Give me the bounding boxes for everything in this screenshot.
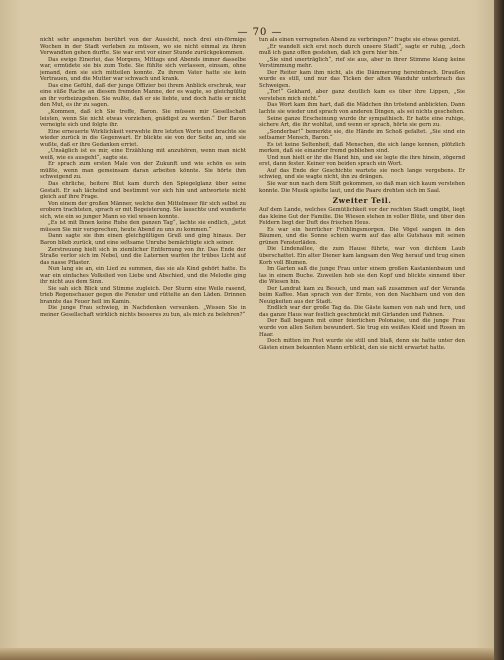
paragraph: „Sie sind unerträglich“, rief sie aus, aber in ihrer Stimme klang keine Verstimmung mehr. <box>259 56 465 70</box>
paragraph: Von einem der großen Männer, welche den Mittelmeer für sich selbst zu erobern trachteten, sprach er mit Begeisterung. Sie lauschte und wunderte sich, wie ein so junger Mann so viel wissen konnte. <box>40 200 246 220</box>
paragraph: Auf dem Lande, welches Gemütlichkeit vor der rechten Stadt umgibt, liegt das kleine Gut der Familie. Die Wiesen stehen in voller Blüte, und über den Feldern liegt der Duft des frischen Heus. <box>259 207 465 227</box>
paragraph: Der Reiter kam ihm nicht, als die Dämmerung hereinbrach. Draußen wurde es still, und nur das Ticken der alten Wanduhr unterbrach das Schweigen. <box>259 69 465 89</box>
paragraph: tun als einen verregneten Abend zu verbringen?“ fragte sie etwas gereizt. <box>259 37 461 43</box>
paragraph: „Sonderbar!“ bemerkte sie, die Hände im Schoß gefaltet. „Sie sind ein seltsamer Mensch, Baron.“ <box>259 128 465 142</box>
paragraph: „Es ist mit Ihnen keine Ruhe den ganzen Tag“, lachte sie endlich, „jetzt müssen Sie mir versprechen, heute Abend zu uns zu kommen.“ <box>40 220 246 233</box>
paragraph: Doch mitten im Fest wurde sie still und blaß, denn sie hatte unter den Gästen einen bekannten Mann erblickt, den sie nicht erwartet hatte. <box>259 338 465 351</box>
paragraph: „Er wandelt sich erst noch durch unsere Stadt“, sagte er ruhig, „doch muß ich ganz offen gestehen, daß ich gern hier bin.“ <box>259 43 465 57</box>
left-column <box>40 37 246 637</box>
page-number: — 70 — <box>237 27 283 38</box>
paragraph: Eine erneuerte Wirklichkeit verwehte ihre letzten Worte und brachte sie wieder zurück in die Gegenwart. Er blickte sie von der Seite an, und sie wußte, daß er ihre Gedanken erriet. <box>40 128 246 148</box>
paragraph: Sie sah sich Blick und Stimme zugleich. Der Sturm eine Weile rasend, trieb Regenschauer gegen die Fenster und rüttelte an den Läden. Drinnen brannte das Feuer hell im Kamin. <box>40 285 246 305</box>
paragraph: Das ehrliche, heitere Blut kam durch den Spiegelglanz über seine Gestalt. Er sah lächelnd und bestimmt vor sich hin und antwortete nicht gleich auf ihre Frage. <box>40 181 246 201</box>
paragraph: Auf das Ende der Geschichte wartete sie noch lange vergebens. Er schwieg, und sie wagte nicht, ihn zu drängen. <box>259 167 465 181</box>
paragraph: Sie war nun nach dem Stift gekommen, so daß man sich kaum verstehen konnte. Die Musik spielte laut, und die Paare drehten sich im Saal. <box>259 181 465 194</box>
paragraph: Die Lindenallee, die zum Hause führte, war von dichtem Laub überschattet. Ein alter Diener kam langsam den Weg herauf und trug einen Korb voll Blumen. <box>259 246 465 266</box>
paragraph: „Unsäglich ist es mir, eine Erzählung mit anzuhören, wenn man nicht weiß, wie es ausgeht“, sagte sie. <box>40 148 246 161</box>
paragraph: Die junge Frau schwieg, in Nachdenken versunken. „Wissen Sie in meiner Gesellschaft wirklich nichts besseres zu tun, als mich zu belehren?“ <box>40 305 246 318</box>
paragraph: Das Wort kam ihm hart, daß die Mädchen ihn tröstend anblickten. Dann lachte sie wieder und sprach von anderen Dingen, als sei nichts geschehen. <box>259 102 465 116</box>
paragraph: Das ewige Einerlei, das Morgens, Mittags und Abends immer dasselbe war, ermüdete sie bis zum Tode. Sie fühlte sich verlassen, einsam, ohne jemand, dem sie sich mitteilen konnte. Zu ihrem Vater hatte sie kein Vertrauen, und die Mutter war schwach und krank. <box>40 56 246 83</box>
paragraph: Es ist keine Seltenheit, daß Menschen, die sich lange kennen, plötzlich merken, daß sie einander fremd geblieben sind. <box>259 141 465 155</box>
paragraph: Und nun hielt er ihr die Hand hin, und sie legte die ihre hinein, zögernd erst, dann fester. Keiner von beiden sprach ein Wort. <box>259 154 465 168</box>
book-spine-shadow <box>494 0 504 660</box>
paragraph: nicht sehr angenehm berührt von der Aussicht, noch drei ein-förmige Wochen in der Stadt verleben zu müssen, wo sie nicht einmal zu ihren Verwandten gehen durfte. Sie war erst vor einer Stunde zurückgekommen. <box>40 37 246 57</box>
paragraph: Es war ein herrlicher Frühlingsmorgen. Die Vögel sangen in den Bäumen, und die Sonne schien warm auf das alte Gutshaus mit seinen grünen Fensterläden. <box>259 226 465 246</box>
paragraph: Seine ganze Erscheinung wurde ihr sympathisch. Er hatte eine ruhige, sichere Art, die ihr wohltat, und wenn er sprach, hörte sie gern zu. <box>259 115 465 129</box>
paragraph: „Kommen, daß ich Sie treffe, Baron. Sie müssen mir Gesellschaft leisten, wenn Sie nicht etwas vorziehen, gnädigst zu werden.“ Der Baron verneigte sich und folgte ihr. <box>40 109 246 129</box>
paragraph: Der Ball begann mit einer feierlichen Polonaise, und die junge Frau wurde von allen Seiten bewundert. Sie trug ein weißes Kleid und Rosen im Haar. <box>259 318 465 338</box>
paragraph: Im Garten saß die junge Frau unter einem großen Kastanienbaum und las in einem Buche. Zuweilen hob sie den Kopf und blickte sinnend über die Wiesen hin. <box>259 266 465 286</box>
paragraph: Nun lang sie an, ein Lied zu summen, das sie als Kind gehört hatte. Es war ein einfaches Volkslied von Liebe und Abschied, und die Melodie ging ihr nicht aus dem Sinn. <box>40 266 246 286</box>
page-bottom-edge <box>0 648 494 660</box>
right-column <box>259 37 465 637</box>
paragraph: Zerstreuung hielt sich in ziemlicher Entfernung von ihr. Das Ende der Straße verlor sich im Nebel, und die Laternen warfen ihr trübes Licht auf das nasse Pflaster. <box>40 246 246 266</box>
section-heading: Zweiter Teil. <box>332 196 392 206</box>
paragraph: Er sprach zum ersten Male von der Zukunft und wie schön es sein müßte, wenn man gemeinsam daran arbeiten könnte. Sie hörte ihm schweigend zu. <box>40 161 246 181</box>
paragraph: Dann sagte sie ihm einen gleichgültigen Gruß und ging hinaus. Der Baron blieb zurück, und eine seltsame Unruhe bemächtigte sich seiner. <box>40 233 246 246</box>
paragraph: Endlich war der große Tag da. Die Gäste kamen von nah und fern, und das ganze Haus war festlich geschmückt mit Girlanden und Fahnen. <box>259 305 465 318</box>
paragraph: Das eine Gefühl, daß der junge Offizier bei ihrem Anblick erschrak, war eine süße Rache an diesem fremden Manne, der es wagte, so gleichgültig an ihr vorbeizugehen. Sie wußte, daß er sie liebte, und doch hatte er nicht den Mut, es ihr zu sagen. <box>40 82 246 109</box>
paragraph: „Tor!“ Gekhard, aber ganz deutlich kam es über ihre Lippen, „Sie verstehen mich nicht.“ <box>259 89 465 102</box>
paragraph: Der Landrat kam zu Besuch, und man saß zusammen auf der Veranda beim Kaffee. Man sprach von der Ernte, von den Nachbarn und von den Neuigkeiten aus der Stadt. <box>259 285 465 305</box>
